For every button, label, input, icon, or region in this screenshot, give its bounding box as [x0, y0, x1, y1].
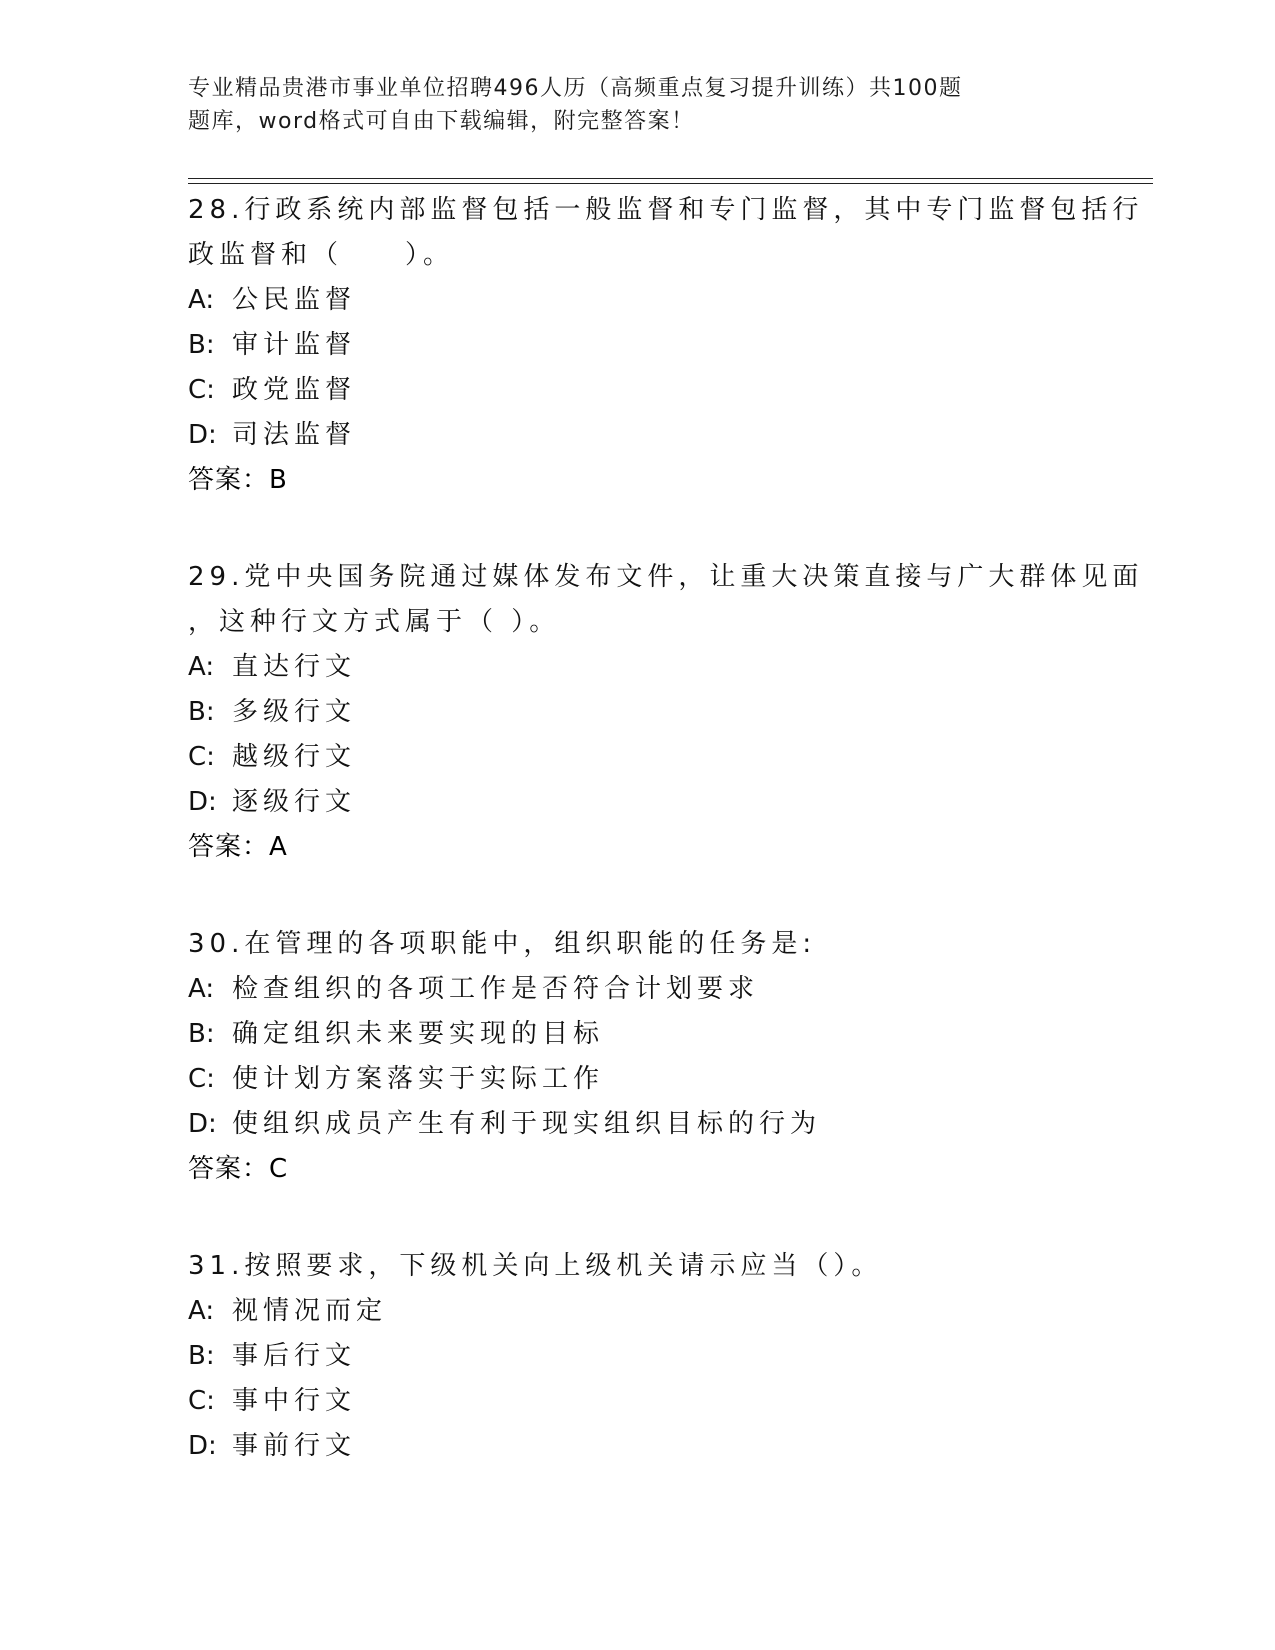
option-letter: B: [188, 1341, 215, 1371]
option-text: 事后行文 [232, 1341, 357, 1371]
option-b [188, 1334, 1088, 1379]
document-header [188, 72, 1048, 138]
option-letter: B: [188, 1019, 215, 1049]
option-letter: D: [188, 1431, 217, 1461]
option-text: 多级行文 [232, 697, 357, 727]
question-stem [188, 1244, 1088, 1289]
option-b [188, 323, 1088, 368]
option-c [188, 735, 1088, 780]
option-c [188, 1379, 1088, 1424]
option-letter: C: [188, 1386, 215, 1416]
option-d [188, 780, 1088, 825]
option-text: 确定组织未来要实现的目标 [232, 1019, 605, 1049]
option-a [188, 1289, 1088, 1334]
option-d [188, 1424, 1088, 1469]
question-30 [188, 922, 1088, 1192]
option-letter: B: [188, 330, 215, 360]
header-line-2: 题库，word格式可自由下载编辑，附完整答案！ [188, 109, 695, 134]
option-d [188, 1102, 1088, 1147]
question-stem-line: 31.按照要求，下级机关向上级机关请示应当（）。 [188, 1251, 883, 1281]
option-text: 审计监督 [232, 330, 357, 360]
question-stem-line: ，这种行文方式属于（ ）。 [188, 607, 561, 637]
answer-line: 答案：C [188, 1154, 289, 1184]
question-28 [188, 188, 1144, 503]
option-letter: D: [188, 1109, 217, 1139]
question-stem [188, 922, 1088, 967]
option-c [188, 1057, 1088, 1102]
option-text: 逐级行文 [232, 787, 357, 817]
option-b [188, 690, 1088, 735]
option-text: 使计划方案落实于实际工作 [232, 1064, 605, 1094]
question-29 [188, 555, 1144, 870]
question-stem-line: 30.在管理的各项职能中，组织职能的任务是: [188, 929, 817, 959]
question-stem-line: 政监督和（ ）。 [188, 240, 455, 270]
option-a [188, 967, 1088, 1012]
option-a [188, 645, 1088, 690]
option-text: 公民监督 [232, 285, 357, 315]
option-text: 政党监督 [232, 375, 357, 405]
option-text: 越级行文 [232, 742, 357, 772]
option-letter: C: [188, 742, 215, 772]
question-31 [188, 1244, 1088, 1469]
option-letter: D: [188, 787, 217, 817]
question-stem [188, 555, 1144, 645]
header-line-1: 专业精品贵港市事业单位招聘496人历（高频重点复习提升训练）共100题 [188, 76, 963, 101]
option-text: 使组织成员产生有利于现实组织目标的行为 [232, 1109, 822, 1139]
option-letter: B: [188, 697, 215, 727]
option-c [188, 368, 1088, 413]
option-d [188, 413, 1088, 458]
header-divider-top [188, 178, 1153, 179]
option-letter: A: [188, 1296, 215, 1326]
answer-line: 答案：A [188, 832, 288, 862]
option-text: 视情况而定 [232, 1296, 388, 1326]
question-list [188, 188, 1144, 1521]
option-letter: A: [188, 652, 215, 682]
option-letter: D: [188, 420, 217, 450]
option-text: 事前行文 [232, 1431, 357, 1461]
option-text: 直达行文 [232, 652, 357, 682]
option-letter: C: [188, 375, 215, 405]
option-letter: A: [188, 285, 215, 315]
answer-line: 答案：B [188, 465, 288, 495]
option-a [188, 278, 1088, 323]
option-letter: A: [188, 974, 215, 1004]
option-text: 司法监督 [232, 420, 357, 450]
question-stem-line: 28.行政系统内部监督包括一般监督和专门监督，其中专门监督包括行 [188, 195, 1144, 225]
option-b [188, 1012, 1088, 1057]
option-letter: C: [188, 1064, 215, 1094]
option-text: 事中行文 [232, 1386, 357, 1416]
header-divider-bottom [188, 183, 1153, 184]
question-stem-line: 29.党中央国务院通过媒体发布文件，让重大决策直接与广大群体见面 [188, 562, 1144, 592]
question-stem [188, 188, 1144, 278]
option-text: 检查组织的各项工作是否符合计划要求 [232, 974, 760, 1004]
